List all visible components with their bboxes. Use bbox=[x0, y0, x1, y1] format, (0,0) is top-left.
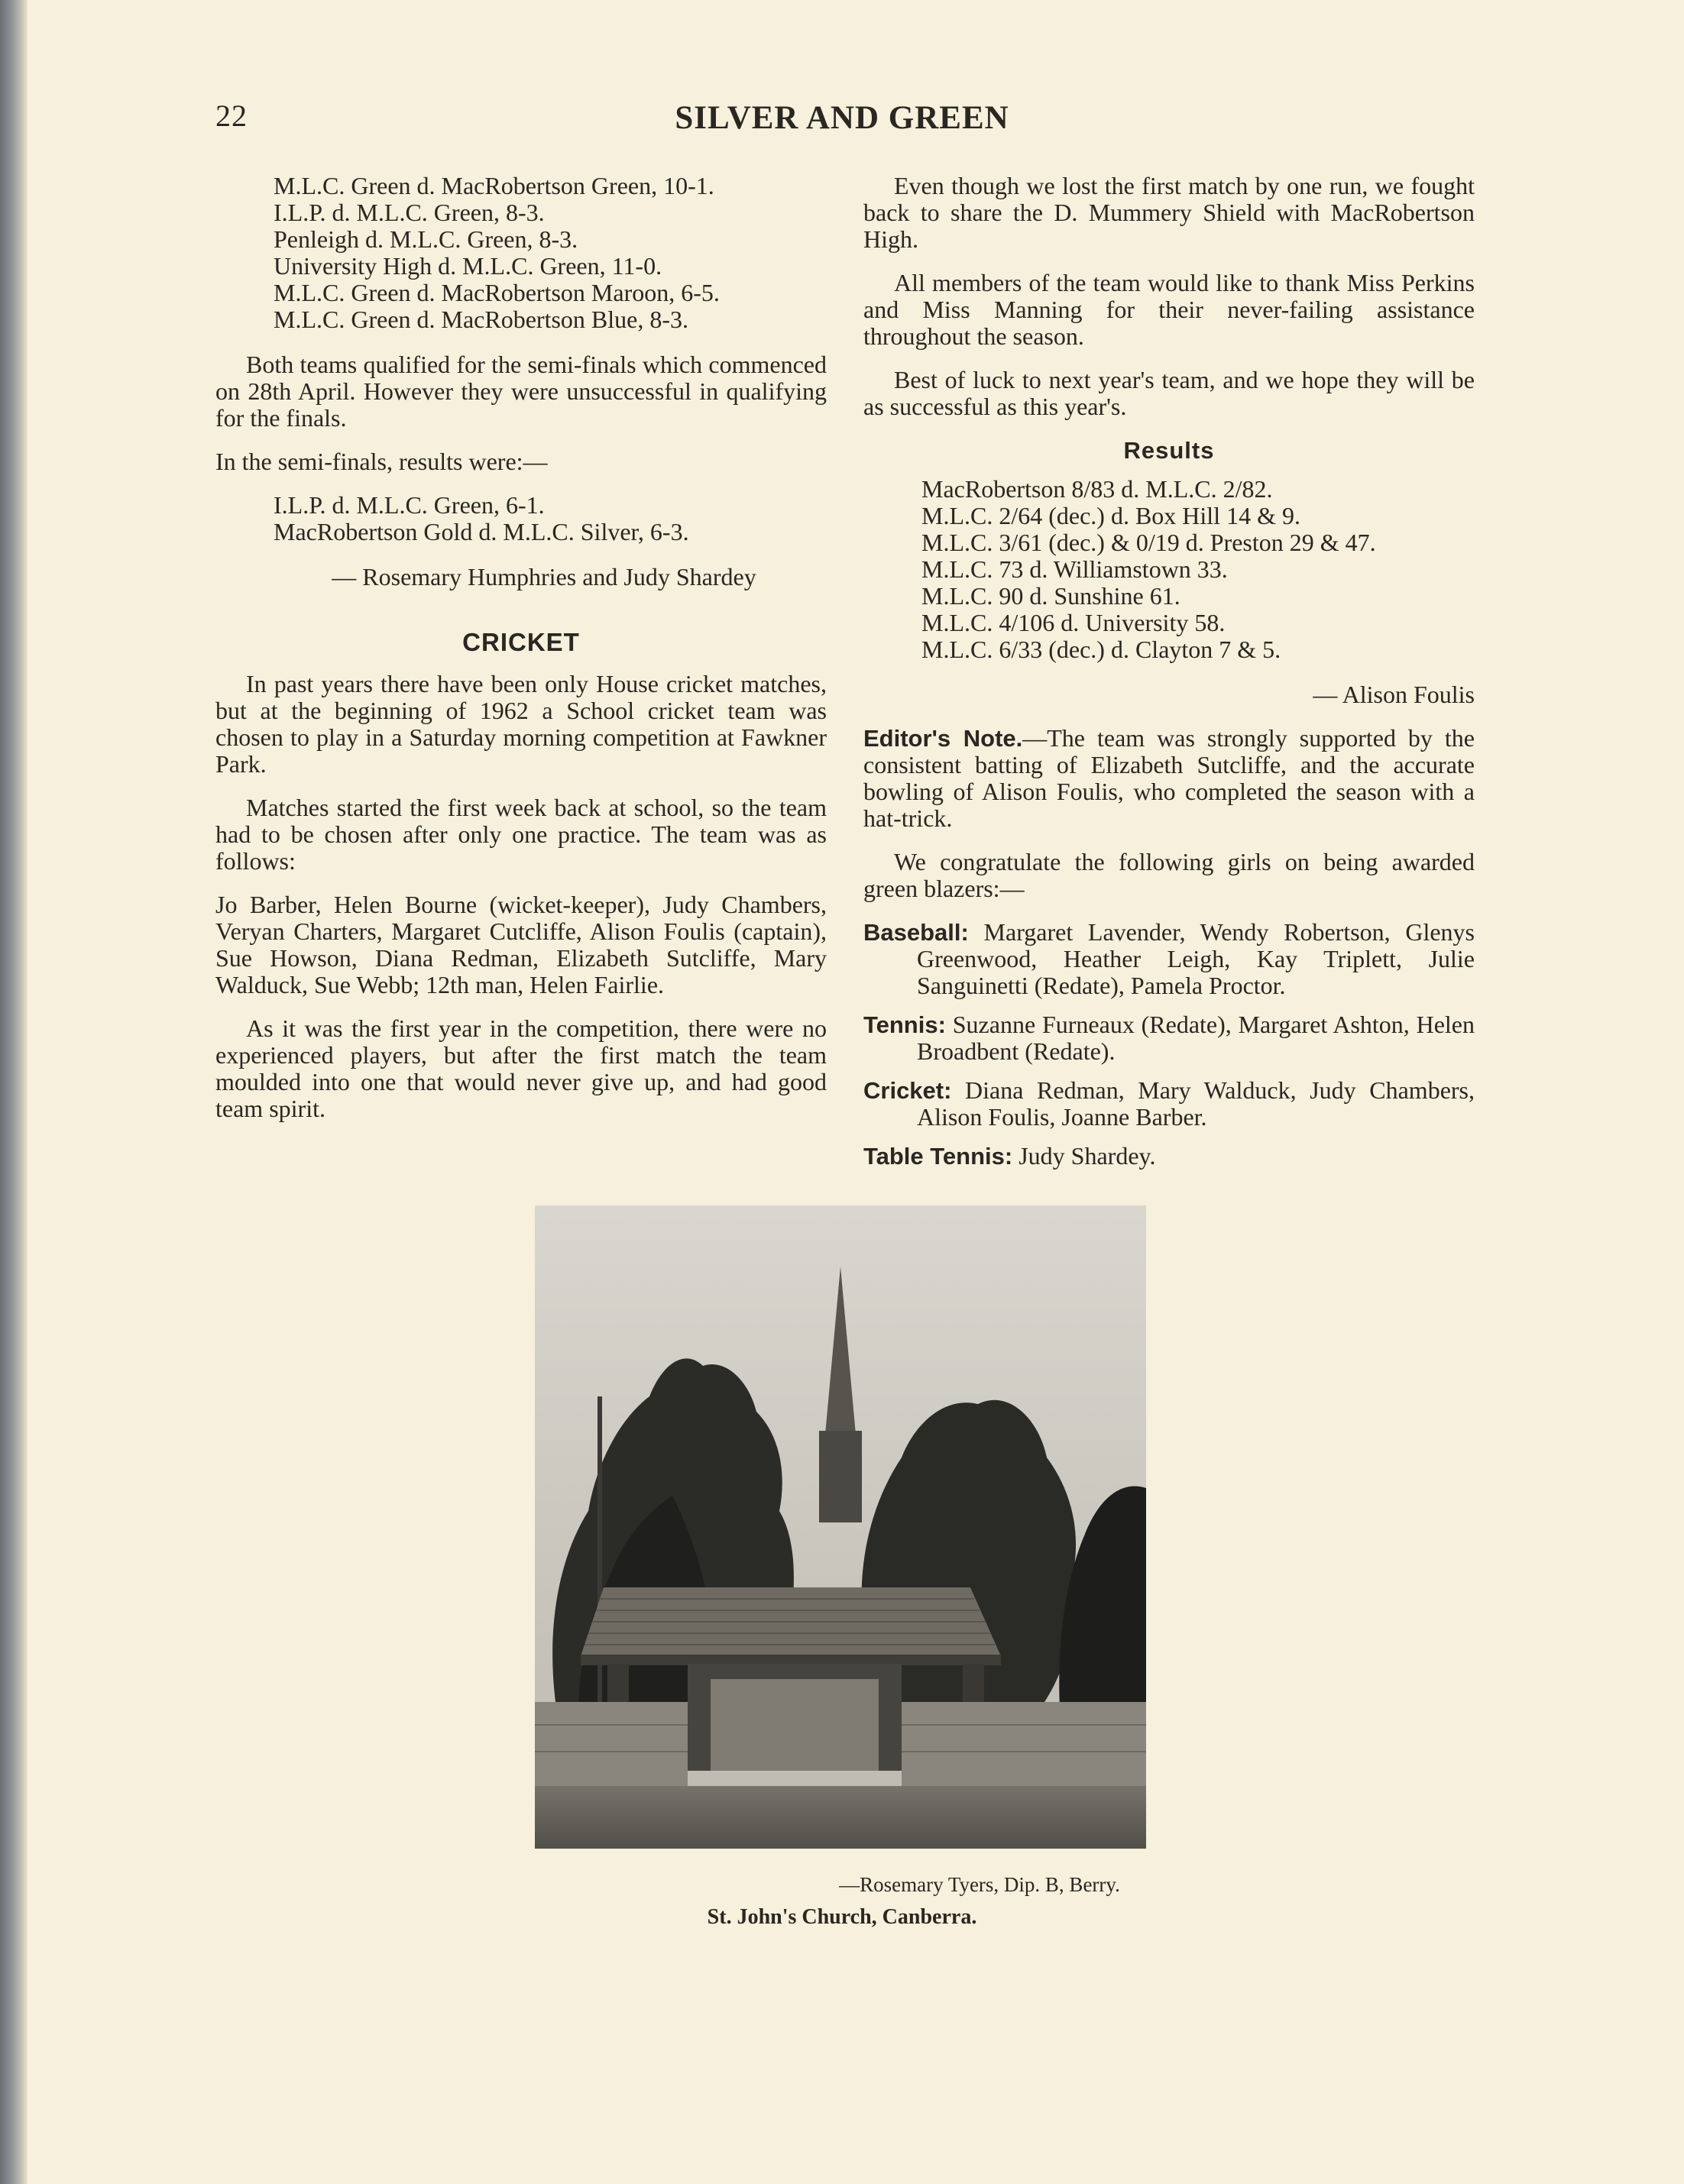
award-label: Tennis: bbox=[863, 1011, 946, 1038]
congrats-paragraph: We congratulate the following girls on being awarded green blazers:— bbox=[863, 848, 1475, 902]
result-line: Penleigh d. M.L.C. Green, 8-3. bbox=[274, 225, 578, 253]
church-photo-illustration bbox=[535, 1205, 1146, 1849]
left-column bbox=[215, 173, 827, 1139]
result-line: MacRobertson Gold d. M.L.C. Silver, 6-3. bbox=[274, 518, 689, 545]
cricket-heading: CRICKET bbox=[462, 628, 580, 656]
award-tennis bbox=[863, 1011, 1475, 1065]
cricket-paragraph: As it was the first year in the competition, there were no experienced players, but after the first match the team moulded into one that would never give up, and had good team spirit. bbox=[215, 1014, 827, 1122]
award-label: Baseball: bbox=[863, 919, 969, 946]
tennis-signature: — Rosemary Humphries and Judy Shardey bbox=[332, 563, 756, 590]
result-line: University High d. M.L.C. Green, 11-0. bbox=[274, 252, 662, 280]
photo-credit bbox=[0, 1873, 1684, 1897]
running-title: SILVER AND GREEN bbox=[675, 100, 1009, 136]
award-names: Suzanne Furneaux (Redate), Margaret Ashton, Helen Broadbent (Redate). bbox=[917, 1011, 1475, 1065]
award-label: Cricket: bbox=[863, 1077, 952, 1104]
editor-note-text: —The team was strongly supported by the consistent batting of Elizabeth Sutcliffe, and the accurate bowling of Alison Foulis, who completed the season with a hat-trick. bbox=[863, 724, 1475, 832]
semi-results-list bbox=[215, 492, 827, 545]
result-line: M.L.C. Green d. MacRobertson Green, 10-1. bbox=[274, 172, 714, 199]
church-photograph bbox=[535, 1205, 1146, 1849]
tennis-results-list bbox=[215, 173, 827, 333]
award-label: Table Tennis: bbox=[863, 1143, 1013, 1170]
editor-note bbox=[863, 725, 1475, 832]
season-paragraph: Even though we lost the first match by one run, we fought back to share the D. Mummery Shield with MacRobertson High. bbox=[863, 172, 1475, 253]
result-line: M.L.C. 3/61 (dec.) & 0/19 d. Preston 29 & 47. bbox=[921, 529, 1376, 556]
team-list-paragraph: Jo Barber, Helen Bourne (wicket-keeper), Judy Chambers, Veryan Charters, Margaret Cutcliffe, Alison Foulis (captain), Sue Howson, Diana Redman, Elizabeth Sutcliffe, Mary Walduck, Sue Webb; 12th man, Helen Fairlie. bbox=[215, 891, 827, 998]
right-column bbox=[863, 173, 1475, 1182]
results-heading: Results bbox=[1123, 437, 1215, 464]
semi-finals-paragraph: Both teams qualified for the semi-finals which commenced on 28th April. However they were unsuccessful in qualifying for the finals. bbox=[215, 351, 827, 432]
award-names: Margaret Lavender, Wendy Robertson, Glenys Greenwood, Heather Leigh, Kay Triplett, Julie Sanguinetti (Redate), Pamela Proctor. bbox=[917, 918, 1475, 999]
result-line: M.L.C. Green d. MacRobertson Maroon, 6-5. bbox=[274, 279, 720, 306]
photo-credit-text: —Rosemary Tyers, Dip. B, Berry. bbox=[839, 1873, 1120, 1896]
page-number: 22 bbox=[215, 99, 248, 133]
photo-caption: St. John's Church, Canberra. bbox=[707, 1905, 977, 1929]
result-line: MacRobertson 8/83 d. M.L.C. 2/82. bbox=[921, 475, 1273, 503]
result-line: M.L.C. 90 d. Sunshine 61. bbox=[921, 582, 1180, 610]
thanks-paragraph: All members of the team would like to thank Miss Perkins and Miss Manning for their never-failing assistance throughout the season. bbox=[863, 269, 1475, 350]
award-baseball bbox=[863, 919, 1475, 999]
result-line: I.L.P. d. M.L.C. Green, 8-3. bbox=[274, 199, 545, 226]
award-table-tennis bbox=[863, 1143, 1475, 1170]
result-line: M.L.C. 73 d. Williamstown 33. bbox=[921, 555, 1228, 583]
award-names: Diana Redman, Mary Walduck, Judy Chambers, Alison Foulis, Joanne Barber. bbox=[917, 1076, 1475, 1131]
award-names: Judy Shardey. bbox=[1018, 1142, 1156, 1170]
binding-edge bbox=[0, 0, 28, 2184]
result-line: I.L.P. d. M.L.C. Green, 6-1. bbox=[274, 491, 545, 519]
result-line: M.L.C. Green d. MacRobertson Blue, 8-3. bbox=[274, 306, 689, 333]
cricket-paragraph: In past years there have been only House cricket matches, but at the beginning of 1962 a School cricket team was chosen to play in a Saturday morning competition at Fawkner Park. bbox=[215, 670, 827, 778]
award-cricket bbox=[863, 1077, 1475, 1131]
semi-finals-intro: In the semi-finals, results were:— bbox=[215, 448, 548, 475]
cricket-paragraph: Matches started the first week back at school, so the team had to be chosen after only one practice. The team was as follows: bbox=[215, 794, 827, 875]
good-luck-paragraph: Best of luck to next year's team, and we hope they will be as successful as this year's. bbox=[863, 366, 1475, 420]
cricket-signature: — Alison Foulis bbox=[1313, 681, 1475, 708]
result-line: M.L.C. 2/64 (dec.) d. Box Hill 14 & 9. bbox=[921, 502, 1300, 529]
result-line: M.L.C. 4/106 d. University 58. bbox=[921, 609, 1226, 636]
result-line: M.L.C. 6/33 (dec.) d. Clayton 7 & 5. bbox=[921, 636, 1281, 663]
cricket-results-list bbox=[863, 476, 1475, 663]
editor-note-label: Editor's Note. bbox=[863, 725, 1023, 752]
